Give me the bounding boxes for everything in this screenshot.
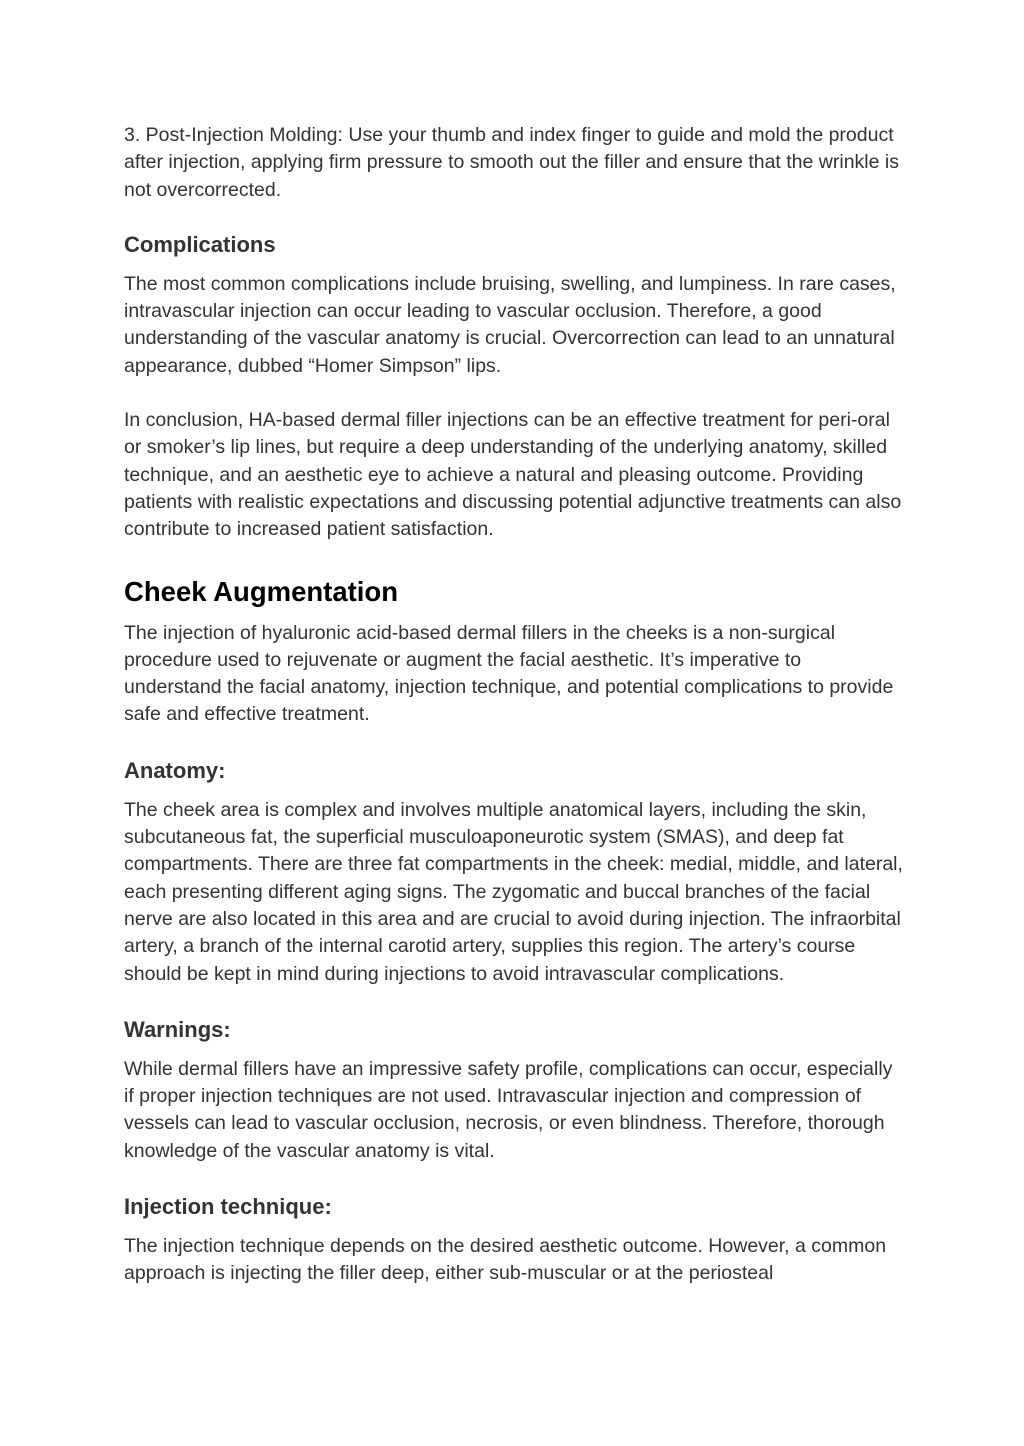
injection-technique-paragraph: The injection technique depends on the desired aesthetic outcome. However, a common approach is injecting the filler deep, either sub-muscular or at the periosteal [124, 1235, 887, 1285]
anatomy-heading: Anatomy: [124, 757, 226, 783]
cheek-intro-paragraph: The injection of hyaluronic acid-based dermal fillers in the cheeks is a non-surgical procedure used to rejuvenate or augment the facial aesthetic. It’s imperative to understand the facial anatomy, injection technique, and potential complications to provide safe and effective treatment. [124, 621, 894, 726]
molding-paragraph: 3. Post-Injection Molding: Use your thumb and index finger to guide and mold the product after injection, applying firm pressure to smooth out the filler and ensure that the wrinkle is not overcorrected. [124, 124, 899, 201]
warnings-heading: Warnings: [124, 1016, 231, 1042]
injection-technique-heading: Injection technique: [124, 1194, 332, 1220]
warnings-paragraph: While dermal fillers have an impressive safety profile, complications can occur, especially if proper injection techniques are not used. Intravascular injection and compression of vessels can lead to vascular occlusion, necrosis, or even blindness. Therefore, thorough knowledge of the vascular anatomy is vital. [124, 1057, 893, 1162]
conclusion-paragraph: In conclusion, HA-based dermal filler injections can be an effective treatment for peri-oral or smoker’s lip lines, but require a deep understanding of the underlying anatomy, skilled technique, and an aesthetic eye to achieve a natural and pleasing outcome. Providing patients with realistic expectations and discussing potential adjunctive treatments can also contribute to increased patient satisfaction. [124, 409, 902, 541]
cheek-augmentation-heading: Cheek Augmentation [124, 575, 399, 607]
anatomy-paragraph: The cheek area is complex and involves multiple anatomical layers, including the skin, subcutaneous fat, the superficial musculoaponeurotic system (SMAS), and deep fat compartments. There are three fat compartments in the cheek: medial, middle, and lateral, each presenting different aging signs. The zygomatic and buccal branches of the facial nerve are also located in this area and are crucial to avoid during injection. The infraorbital artery, a branch of the internal carotid artery, supplies this region. The artery’s course should be kept in mind during injections to avoid intravascular complications. [124, 798, 903, 985]
document-page [124, 120, 904, 1288]
complications-heading: Complications [124, 231, 276, 257]
complications-paragraph: The most common complications include bruising, swelling, and lumpiness. In rare cases, intravascular injection can occur leading to vascular occlusion. Therefore, a good understanding of the vascular anatomy is crucial. Overcorrection can lead to an unnatural appearance, dubbed “Homer Simpson” lips. [124, 272, 896, 377]
